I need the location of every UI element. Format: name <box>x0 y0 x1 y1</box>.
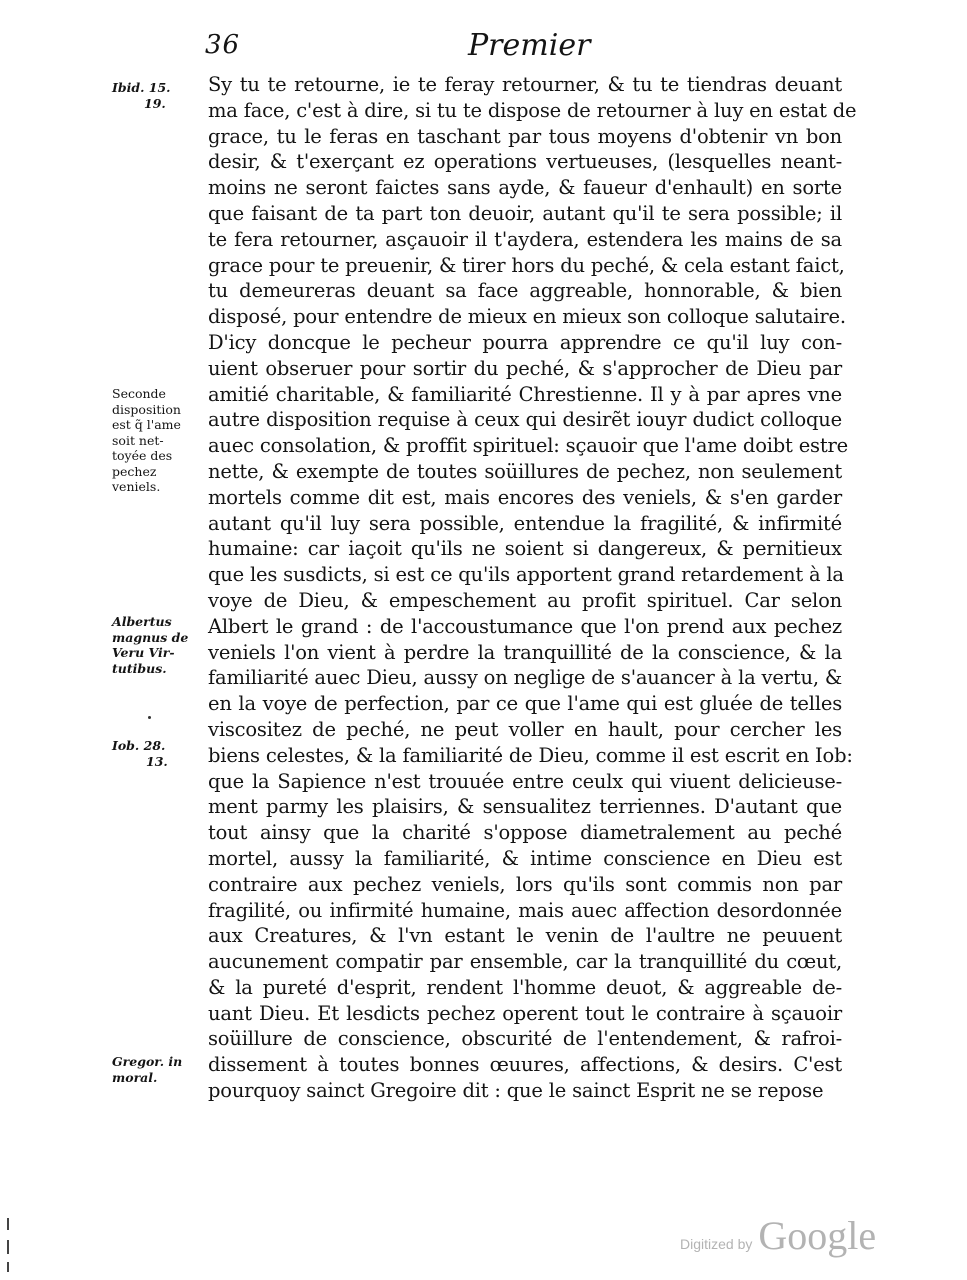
margin-note-line: Seconde <box>112 386 166 401</box>
margin-note-gregor <box>112 1054 202 1085</box>
text-line: ment parmy les plaisirs, & sensualitez terriennes. D'autant que <box>208 795 842 819</box>
text-line: uant Dieu. Et lesdicts pechez operent tout le contraire à sçauoir <box>208 1001 842 1025</box>
text-line: mortel, aussy la familiarité, & intime conscience en Dieu est <box>208 846 842 870</box>
text-line: disposé, pour entendre de mieux en mieux son colloque salutaire. <box>208 305 846 329</box>
text-line: humaine: car iaçoit qu'ils ne soient si dangereux, & pernitieux <box>208 537 842 561</box>
text-line: & la pureté d'esprit, rendent l'homme deuot, & aggreable de- <box>208 975 842 999</box>
digitized-watermark <box>680 1212 876 1259</box>
text-line: tu demeureras deuant sa face aggreable, honnorable, & bien <box>208 279 842 303</box>
text-line: biens celestes, & la familiarité de Dieu, comme il est escrit en Iob: <box>208 743 853 767</box>
text-line: Sy tu te retourne, ie te feray retourner, & tu te tiendras deuant <box>208 73 842 96</box>
margin-note-line: soit net- <box>112 432 164 448</box>
text-line: amitié charitable, & familiarité Chrestienne. Il y à par apres vne <box>208 382 842 406</box>
margin-note-line: veniels. <box>112 479 161 494</box>
text-line: dissement à toutes bonnes œuures, affections, & desirs. C'est <box>208 1053 842 1077</box>
text-line: contraire aux pechez veniels, lors qu'ils sont commis non par <box>208 872 842 896</box>
text-line: autant qu'il luy sera possible, entendue la fragilité, & infirmité <box>208 511 842 535</box>
running-head: Premier <box>468 28 591 63</box>
text-line: voye de Dieu, & empeschement au profit spirituel. Car selon <box>208 588 842 612</box>
margin-note-line: Ibid. 15. <box>112 80 171 95</box>
text-line: uient obseruer pour sortir du peché, & s'approcher de Dieu par <box>208 356 842 380</box>
scan-edge-mark <box>7 1218 9 1230</box>
margin-note-line: 19. <box>144 95 166 111</box>
text-line: tout ainsy que la charité s'oppose diametralement au peché <box>208 821 842 845</box>
text-line: que faisant de ta part ton deuoir, autant qu'il te sera possible; il <box>208 201 842 225</box>
margin-note-line: Albertus <box>112 614 172 629</box>
text-line: que la Sapience n'est trouuée entre ceulx qui viuent delicieuse- <box>208 769 842 793</box>
text-line: en la voye de perfection, par ce que l'ame qui est gluée de telles <box>208 692 842 716</box>
text-line: moins ne seront faictes sans ayde, & faueur d'enhault) en sorte <box>208 176 842 200</box>
margin-note-ibid <box>112 80 202 111</box>
text-line: veniels l'on vient à perdre la tranquillité de la conscience, & la <box>208 640 842 664</box>
margin-note-seconde-disposition <box>112 386 202 495</box>
margin-note-line: pechez <box>112 463 157 479</box>
scan-edge-mark <box>7 1262 9 1272</box>
text-line: soüillure de conscience, obscurité de l'entendement, & rafroi- <box>208 1027 842 1051</box>
margin-note-line: disposition <box>112 401 181 417</box>
body-text <box>208 72 857 1104</box>
margin-note-line: tutibus. <box>112 660 167 676</box>
text-line: mortels comme dit est, mais encores des veniels, & s'en garder <box>208 485 842 509</box>
watermark-prefix: Digitized by <box>680 1236 753 1252</box>
text-line: viscositez de peché, ne peut voller en hault, pour cercher les <box>208 717 842 741</box>
text-line: D'icy doncque le pecheur pourra apprendre ce qu'il luy con- <box>208 330 842 354</box>
text-line: ma face, c'est à dire, si tu te dispose de retourner à luy en estat de <box>208 98 857 122</box>
text-line: desir, & t'exerçant ez operations vertueuses, (lesquelles neant- <box>208 150 842 174</box>
margin-note-line: moral. <box>112 1069 158 1085</box>
margin-note-line: Veru Vir- <box>112 645 175 660</box>
margin-note-iob <box>112 738 202 769</box>
text-line: grace, tu le feras en taschant par tous moyens d'obtenir vn bon <box>208 124 842 148</box>
text-line: nette, & exempte de toutes soüillures de pechez, non seulement <box>208 459 842 483</box>
text-line: autre disposition requise à ceux qui desirẽt iouyr dudict colloque <box>208 408 842 432</box>
text-line: te fera retourner, asçauoir il t'aydera, estendera les mains de sa <box>208 227 842 251</box>
margin-note-line: magnus de <box>112 629 189 645</box>
text-line: auec consolation, & proffit spirituel: sçauoir que l'ame doibt estre <box>208 434 848 458</box>
text-line: aux Creatures, & l'vn estant le venin de l'aultre ne peuuent <box>208 924 842 948</box>
text-line: grace pour te preuenir, & tirer hors du peché, & cela estant faict, <box>208 253 845 277</box>
google-logo: Google <box>758 1213 877 1258</box>
text-line: Albert le grand : de l'accoustumance que l'on prend aux pechez <box>208 614 842 638</box>
margin-note-line: 13. <box>146 753 168 769</box>
margin-note-line: toyée des <box>112 448 173 463</box>
text-line: aucunement compatir par ensemble, car la tranquillité du cœut, <box>208 950 842 974</box>
margin-dot <box>148 716 151 719</box>
text-line: que les susdicts, si est ce qu'ils apportent grand retardement à la <box>208 563 844 587</box>
scan-edge-mark <box>7 1240 9 1254</box>
margin-note-albertus <box>112 614 202 676</box>
margin-note-line: est q̃ l'ame <box>112 417 181 432</box>
margin-note-line: Gregor. in <box>112 1054 183 1069</box>
margin-note-line: Iob. 28. <box>112 738 166 753</box>
text-line: familiarité auec Dieu, aussy on neglige de s'auancer à la vertu, & <box>208 666 842 690</box>
text-line: pourquoy sainct Gregoire dit : que le sainct Esprit ne se repose <box>208 1079 824 1103</box>
text-line: fragilité, ou infirmité humaine, mais auec affection desordonnée <box>208 898 842 922</box>
page-number: 36 <box>205 30 241 60</box>
